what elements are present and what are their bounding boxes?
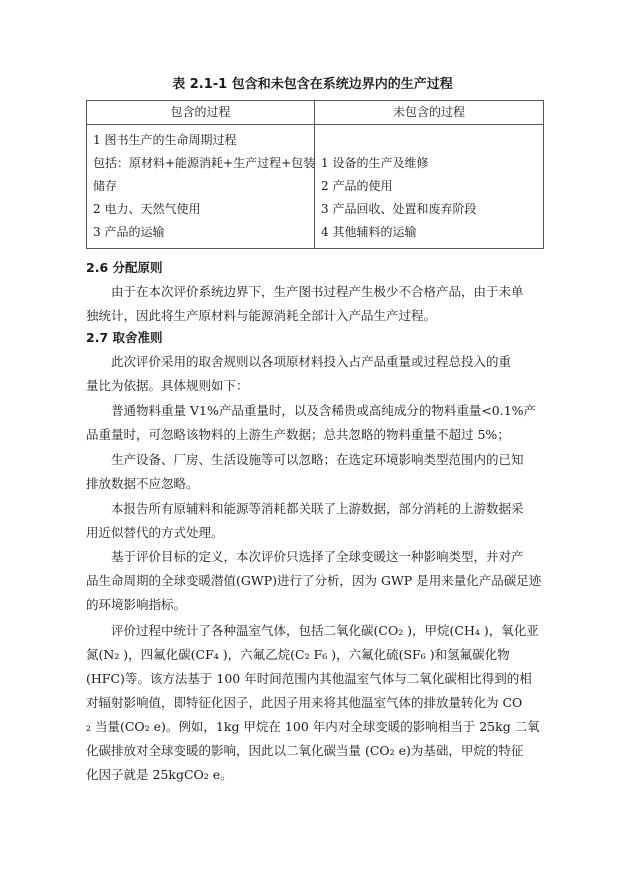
paragraph-line: 的环境影响指标。 <box>86 597 187 612</box>
paragraph-upstream-data <box>86 497 544 545</box>
paragraph-line: 评价过程中统计了各种温室气体，包括二氧化碳(CO₂ )，甲烷(CH₄ )，氧化亚 <box>111 623 539 638</box>
paragraph-allocation <box>86 280 544 328</box>
included-line: 包括：原材料+能源消耗+生产过程+包装 <box>93 156 316 170</box>
paragraph-greenhouse-gases <box>86 619 544 787</box>
paragraph-line: 独统计，因此将生产原材料与能源消耗全部计入产品生产过程。 <box>86 308 437 323</box>
paragraph-line: 排放数据不应忽略。 <box>86 476 199 491</box>
paragraph-cutoff-basis <box>86 350 544 398</box>
header-excluded: 未包含的过程 <box>315 101 544 125</box>
included-line: 2 电力、天然气使用 <box>93 202 201 216</box>
paragraph-line: 对辐射影响值，即特征化因子，此因子用来将其他温室气体的排放量转化为 CO <box>86 695 523 710</box>
excluded-line: 2 产品的使用 <box>321 179 393 193</box>
paragraph-line: ₂ 当量(CO₂ e)。例如，1kg 甲烷在 100 年内对全球变暖的影响相当于 25kg 二氧 <box>86 719 540 734</box>
section-heading-2-7: 2.7 取舍准则 <box>86 330 163 345</box>
paragraph-line: 本报告所有原辅料和能源等消耗都关联了上游数据，部分消耗的上游数据采 <box>111 501 524 516</box>
excluded-line: 3 产品回收、处置和废弃阶段 <box>321 202 477 216</box>
paragraph-line: 生产设备、厂房、生活设施等可以忽略；在选定环境影响类型范围内的已知 <box>111 452 524 467</box>
paragraph-line: 基于评价目标的定义，本次评价只选择了全球变暖这一种影响类型，并对产 <box>111 549 524 564</box>
excluded-line: 1 设备的生产及维修 <box>321 156 429 170</box>
system-boundary-table <box>86 100 544 249</box>
paragraph-material-rule <box>86 399 544 447</box>
table-caption: 表 2.1-1 包含和未包含在系统边界内的生产过程 <box>172 77 453 92</box>
paragraph-line: 由于在本次评价系统边界下，生产图书过程产生极少不合格产品，由于未单 <box>111 284 524 299</box>
paragraph-line: (HFC)等。该方法基于 100 年时间范围内其他温室气体与二氧化碳相比得到的相 <box>86 671 532 686</box>
section-heading-2-6: 2.6 分配原则 <box>86 260 163 275</box>
paragraph-line: 化因子就是 25kgCO₂ e。 <box>86 767 233 782</box>
included-line: 储存 <box>93 179 118 193</box>
excluded-cell <box>315 125 544 249</box>
paragraph-line: 品生命周期的全球变暖潜值(GWP)进行了分析，因为 GWP 是用来量化产品碳足迹 <box>86 573 542 588</box>
paragraph-line: 普通物料重量 V1%产品重量时，以及含稀贵或高纯成分的物料重量<0.1%产 <box>111 403 537 418</box>
paragraph-line: 用近似替代的方式处理。 <box>86 525 224 540</box>
included-line: 1 图书生产的生命周期过程 <box>93 133 237 147</box>
table-header-row <box>87 101 544 125</box>
header-included: 包含的过程 <box>87 101 315 125</box>
table-body-row <box>87 125 544 249</box>
paragraph-line: 此次评价采用的取舍规则以各项原材料投入占产品重量或过程总投入的重 <box>111 354 512 369</box>
included-line: 3 产品的运输 <box>93 225 165 239</box>
included-cell <box>87 125 315 249</box>
paragraph-gwp <box>86 545 544 617</box>
paragraph-line: 量比为依据。具体规则如下： <box>86 378 249 393</box>
paragraph-line: 氮(N₂ )，四氟化碳(CF₄ )，六氟乙烷(C₂ F₆ )，六氟化硫(SF₆ )和氢氟碳化物 <box>86 647 510 662</box>
paragraph-line: 品重量时，可忽略该物料的上游生产数据；总共忽略的物料重量不超过 5%； <box>86 427 510 442</box>
excluded-line: 4 其他辅料的运输 <box>321 225 417 239</box>
paragraph-equipment-rule <box>86 448 544 496</box>
paragraph-line: 化碳排放对全球变暖的影响，因此以二氧化碳当量 (CO₂ e)为基础，甲烷的特征 <box>86 743 524 758</box>
